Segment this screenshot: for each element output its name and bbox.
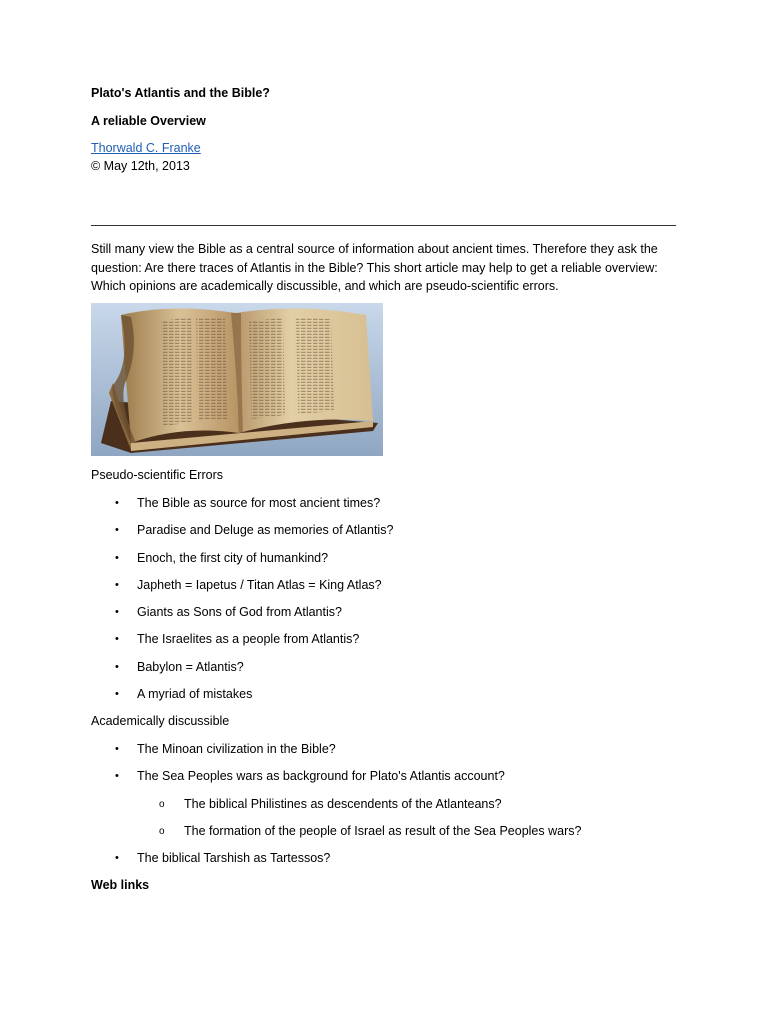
document-title: Plato's Atlantis and the Bible? (91, 86, 270, 100)
document-subtitle: A reliable Overview (91, 114, 206, 128)
section-heading-weblinks: Web links (91, 878, 150, 892)
horizontal-rule (91, 225, 676, 226)
section-heading-pseudo: Pseudo-scientific Errors (91, 468, 223, 482)
author-link[interactable]: Thorwald C. Franke (91, 141, 201, 155)
intro-paragraph: Still many view the Bible as a central source of information about ancient times. Therefore they ask the question: Are there traces of Atlantis in the Bible? This short article may help to get a reliable overview: Which opinions are academically discussible, and which are pseudo-scientific errors. (91, 242, 658, 293)
publication-date: © May 12th, 2013 (91, 159, 190, 173)
section-heading-academic: Academically discussible (91, 714, 230, 728)
open-bible-image (91, 303, 383, 456)
